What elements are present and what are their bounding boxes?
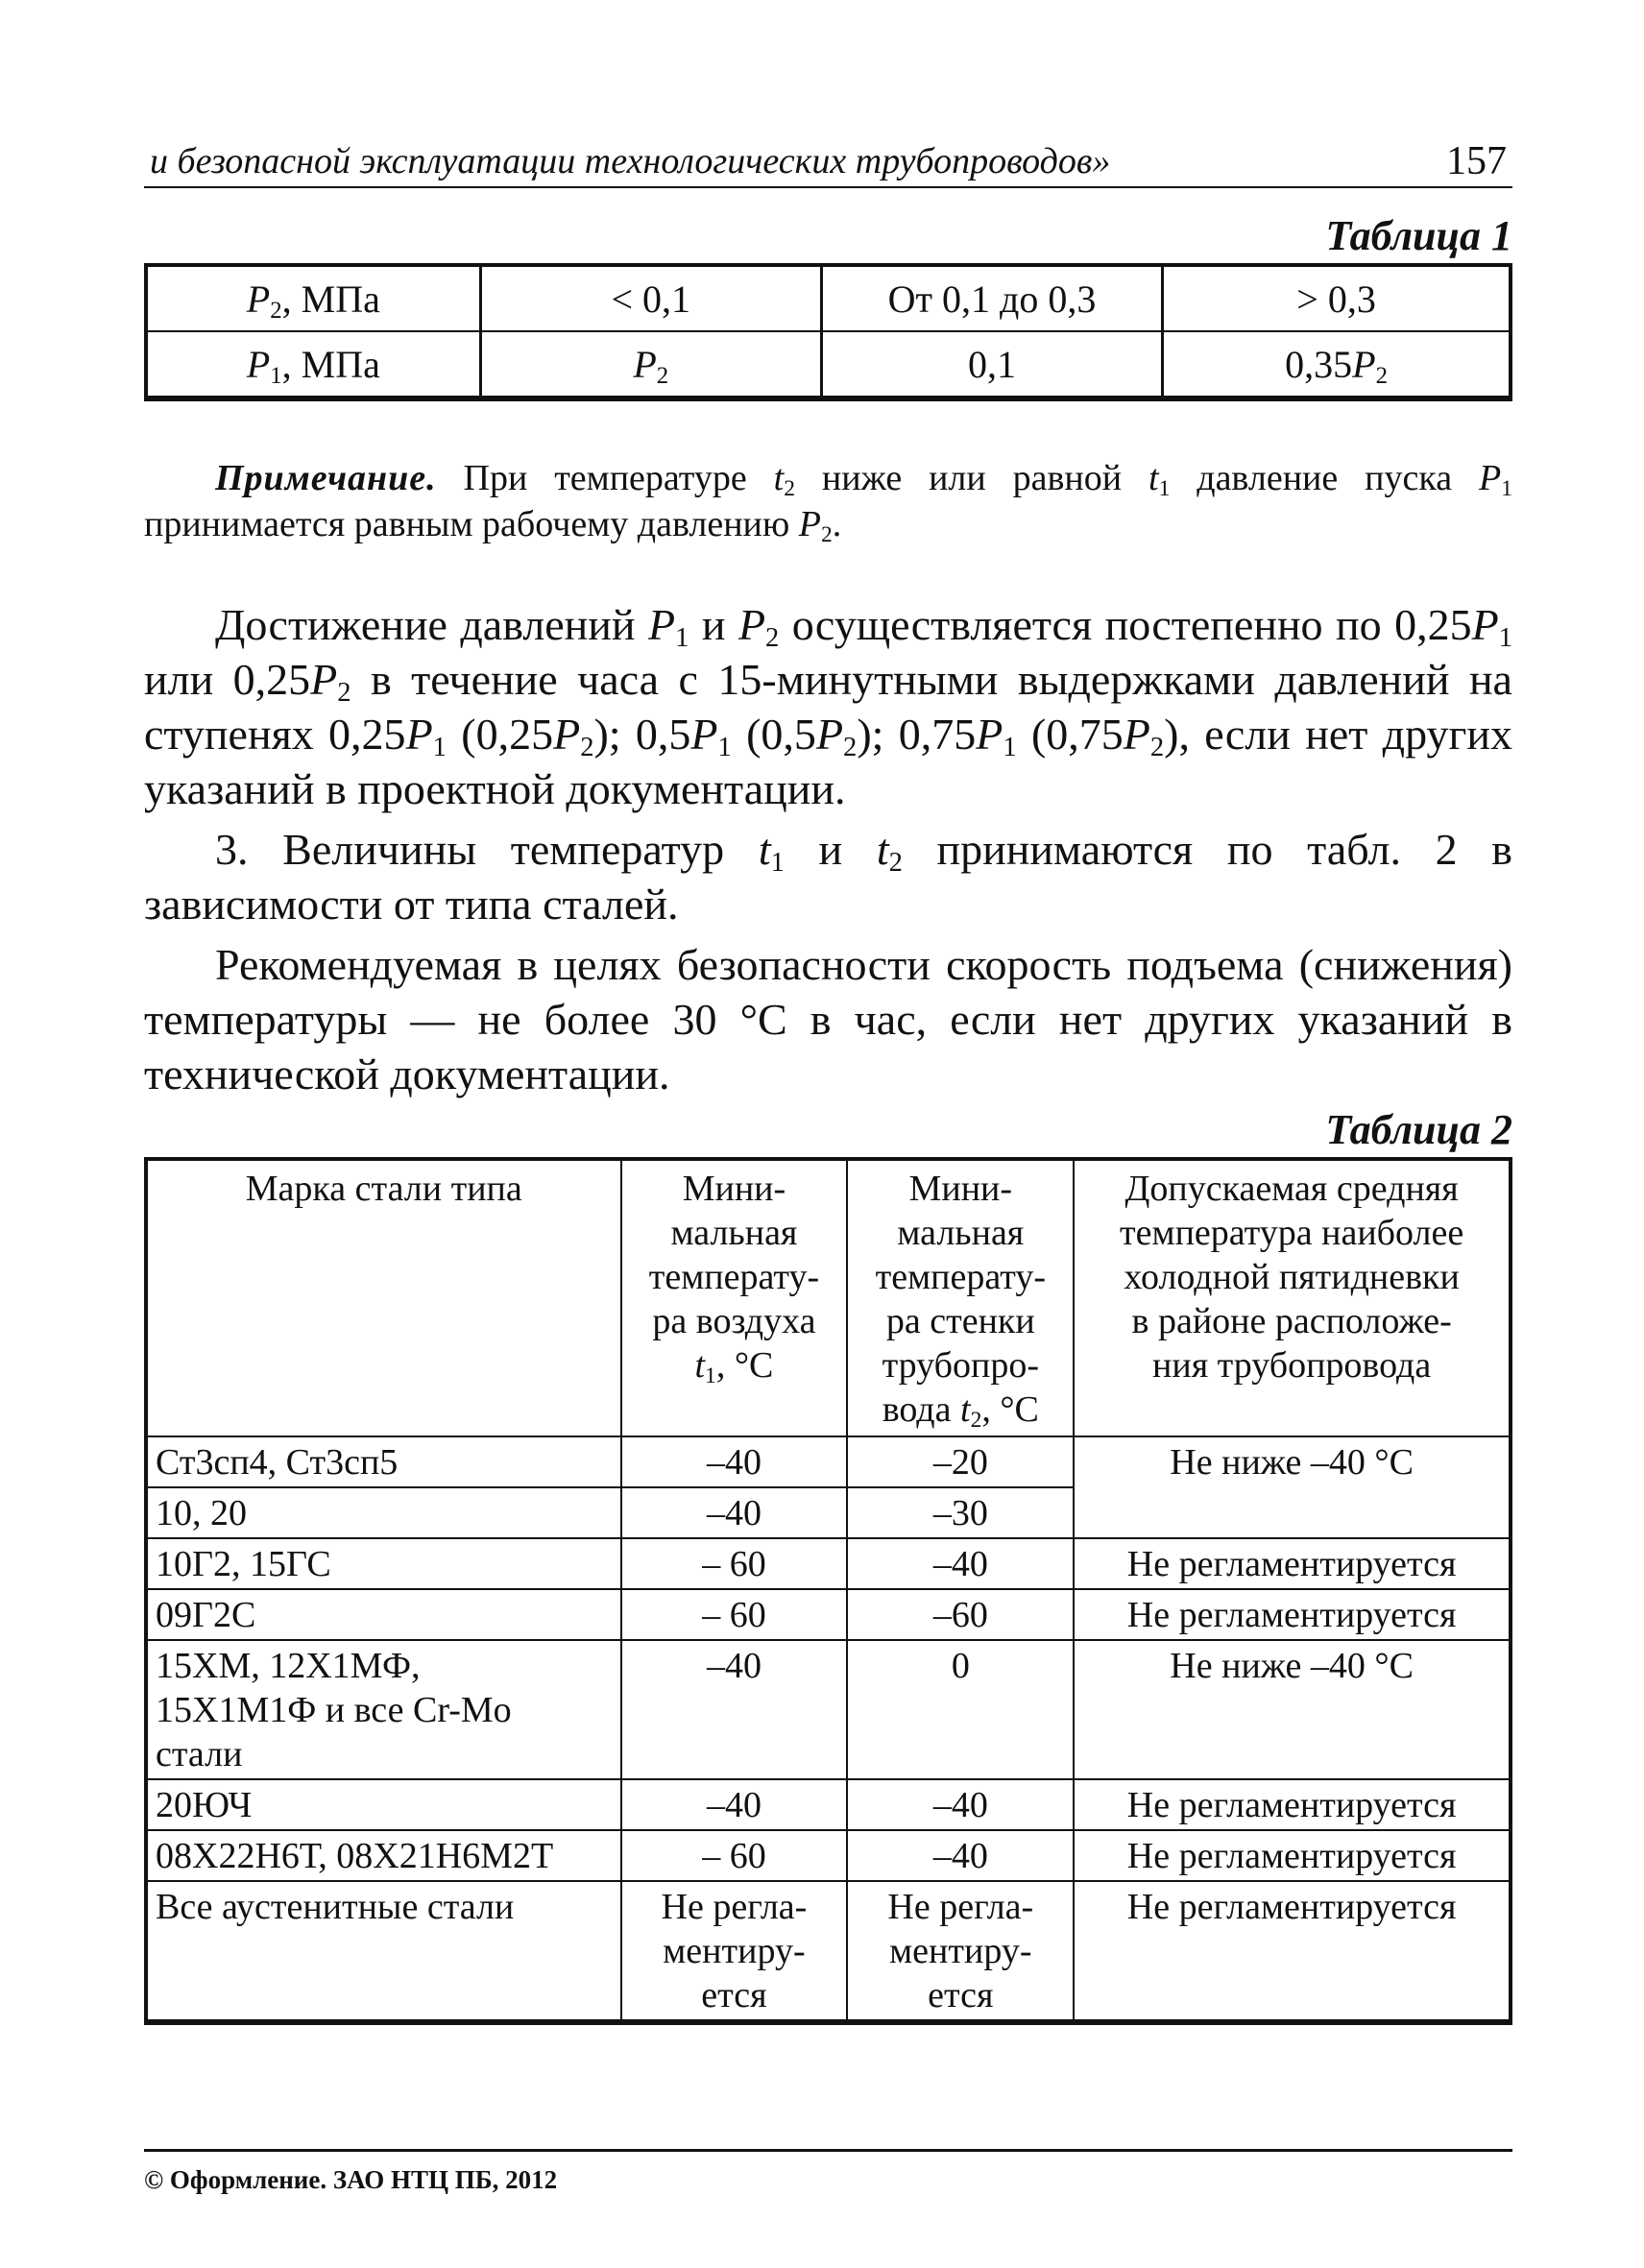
table2-cell-air: –40 bbox=[621, 1779, 848, 1830]
table2-cell-grade: 15ХМ, 12Х1МФ, 15Х1М1Ф и все Cr-Mo стали bbox=[146, 1640, 621, 1779]
body-paragraph-temperatures: 3. Величины температур $t_1$ и $t_2$ принимаются по табл. 2 в зависимости от типа сталей. bbox=[144, 825, 1512, 929]
body-paragraph-rate: Рекомендуемая в целях безопасности скорость подъема (снижения) температуры — не более 30 °С в час, если нет других указаний в технической документации. bbox=[144, 940, 1512, 1098]
table2-cell-air: – 60 bbox=[621, 1589, 848, 1640]
table-row bbox=[146, 1881, 1511, 2022]
table2-cell-allowed: Не регламентируется bbox=[1074, 1830, 1511, 1881]
table2-header-row bbox=[146, 1159, 1511, 1436]
table2-cell-grade: 10Г2, 15ГС bbox=[146, 1538, 621, 1589]
table-row bbox=[146, 1589, 1511, 1640]
table2-header-grade: Марка стали типа bbox=[146, 1159, 621, 1436]
table1-cell: 0,1 bbox=[821, 331, 1162, 398]
table1-label-p2: $P_2$, МПа bbox=[146, 265, 480, 331]
table1-cell: < 0,1 bbox=[480, 265, 821, 331]
table1-row-p1 bbox=[146, 331, 1511, 398]
table2-cell-wall: –40 bbox=[847, 1538, 1074, 1589]
body-paragraph-pressure: Достижение давлений $P_1$ и $P_2$ осуществляется постепенно по $0,25P_1$ или $0,25P_2$ в течение часа с 15-минутными выдержками давлений на ступенях $0,25P_1$ $(0,25P_2)$; $0,5P_1$ $(0,5P_2)$; $0,75P_1$ $(0,75P_2)$, если нет других указаний в проектной документации. bbox=[144, 600, 1512, 813]
table2-cell-air: Не регла- ментиру- ется bbox=[621, 1881, 848, 2022]
table1-note: Примечание. При температуре $t_2$ ниже или равной $t_1$ давление пуска $P_1$ принимается равным рабочему давлению $P_2$. bbox=[144, 458, 1512, 547]
running-header bbox=[144, 125, 1512, 188]
table-row bbox=[146, 1779, 1511, 1830]
table1-cell: От 0,1 до 0,3 bbox=[821, 265, 1162, 331]
table-row bbox=[146, 1538, 1511, 1589]
table2-cell-allowed: Не регламентируется bbox=[1074, 1538, 1511, 1589]
table2-cell-wall: –40 bbox=[847, 1779, 1074, 1830]
table2-cell-air: – 60 bbox=[621, 1830, 848, 1881]
document-page bbox=[144, 125, 1512, 2025]
table-row bbox=[146, 1640, 1511, 1779]
table2-header-wall-temp: Мини- мальная температу- ра стенки трубопро- вода $t_2$, °С bbox=[847, 1159, 1074, 1436]
table2-cell-wall: –40 bbox=[847, 1830, 1074, 1881]
header-title: и безопасной эксплуатации технологических трубопроводов» bbox=[150, 141, 1111, 181]
table2-caption: Таблица 2 bbox=[1325, 1106, 1512, 1153]
table1-row-p2 bbox=[146, 265, 1511, 331]
table2-cell-grade: 20ЮЧ bbox=[146, 1779, 621, 1830]
table2-cell-wall: Не регла- ментиру- ется bbox=[847, 1881, 1074, 2022]
table2-cell-air: –40 bbox=[621, 1487, 848, 1538]
copyright-footer: © Оформление. ЗАО НТЦ ПБ, 2012 bbox=[144, 2149, 1512, 2195]
table2-cell-grade: Все аустенитные стали bbox=[146, 1881, 621, 2022]
table1-cell: > 0,3 bbox=[1163, 265, 1511, 331]
table2-cell-wall: –20 bbox=[847, 1436, 1074, 1487]
table2-cell-grade: 09Г2С bbox=[146, 1589, 621, 1640]
table2-cell-wall: –30 bbox=[847, 1487, 1074, 1538]
table2-cell-wall: 0 bbox=[847, 1640, 1074, 1779]
page-number: 157 bbox=[1446, 139, 1507, 183]
table2-cell-allowed: Не регламентируется bbox=[1074, 1881, 1511, 2022]
table2-cell-grade: 08Х22Н6Т, 08Х21Н6М2Т bbox=[146, 1830, 621, 1881]
table2-cell-air: –40 bbox=[621, 1640, 848, 1779]
table2-cell-allowed: Не регламентируется bbox=[1074, 1779, 1511, 1830]
table2-cell-wall: –60 bbox=[847, 1589, 1074, 1640]
table2-cell-grade: 10, 20 bbox=[146, 1487, 621, 1538]
table2-cell-grade: Ст3сп4, Ст3сп5 bbox=[146, 1436, 621, 1487]
table1-cell: $0,35P_2$ bbox=[1163, 331, 1511, 398]
table2-cell-allowed: Не ниже –40 °С bbox=[1074, 1436, 1511, 1538]
table2-cell-air: – 60 bbox=[621, 1538, 848, 1589]
table-row bbox=[146, 1436, 1511, 1487]
table2-cell-allowed: Не ниже –40 °С bbox=[1074, 1640, 1511, 1779]
table1-caption: Таблица 1 bbox=[1325, 212, 1512, 259]
table1-cell: $P_2$ bbox=[480, 331, 821, 398]
table1-label-p1: $P_1$, МПа bbox=[146, 331, 480, 398]
table2 bbox=[144, 1157, 1512, 2025]
table2-header-allowed-temp: Допускаемая средняя температура наиболее холодной пятидневки в районе расположе- ния трубопровода bbox=[1074, 1159, 1511, 1436]
table-row bbox=[146, 1830, 1511, 1881]
table1 bbox=[144, 263, 1512, 401]
table2-cell-allowed: Не регламентируется bbox=[1074, 1589, 1511, 1640]
table2-cell-air: –40 bbox=[621, 1436, 848, 1487]
table2-header-air-temp: Мини- мальная температу- ра воздуха $t_1$, °С bbox=[621, 1159, 848, 1436]
